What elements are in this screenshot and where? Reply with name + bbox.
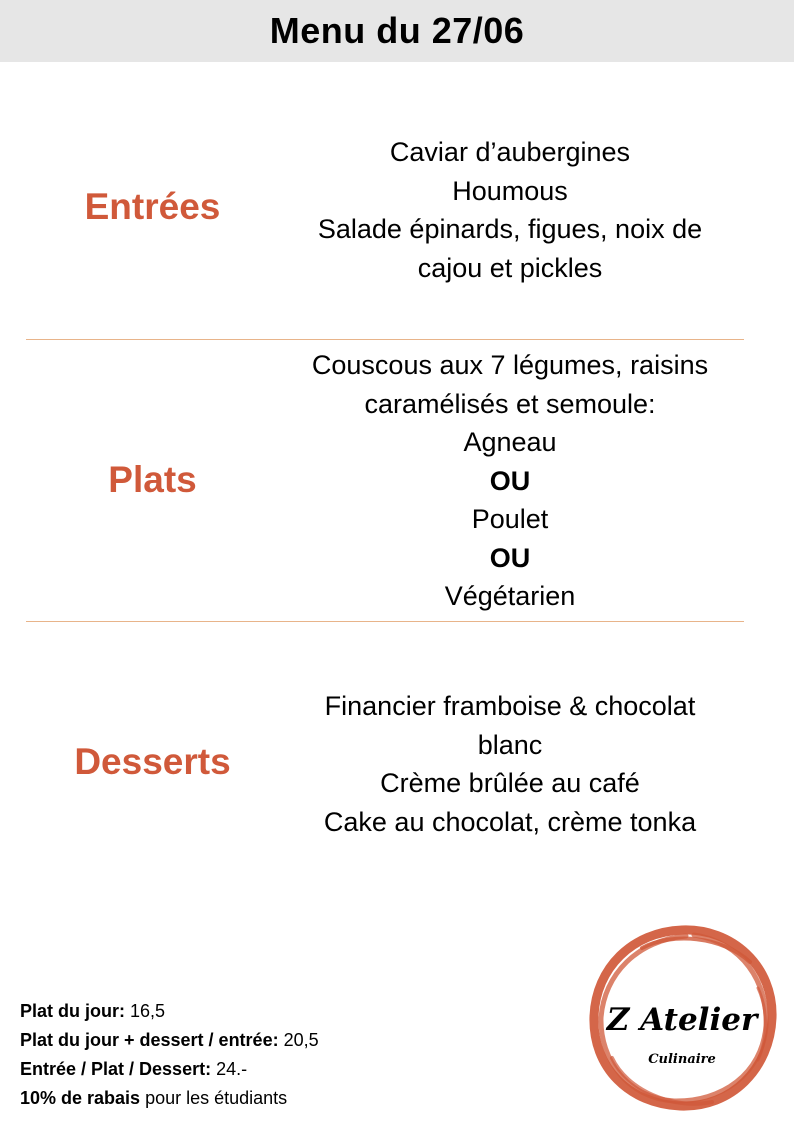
price-row — [20, 997, 319, 1026]
discount-label: 10% de rabais — [20, 1088, 141, 1108]
section-label-entrees: Entrées — [84, 186, 221, 227]
menu-item: Cake au chocolat, crème tonka — [323, 806, 697, 837]
menu-item: Financier framboise & chocolat — [324, 691, 696, 721]
price-row — [20, 1055, 319, 1084]
title-bar — [0, 0, 794, 62]
menu-item: Salade épinards, figues, noix de — [317, 214, 703, 244]
menu-item: Crème brûlée au café — [380, 768, 640, 798]
price-value: 20,5 — [278, 1030, 319, 1050]
menu-item: Végétarien — [444, 581, 576, 611]
menu-item: Poulet — [471, 504, 549, 534]
menu-item: Houmous — [452, 175, 568, 206]
logo-name-text: Z Atelier — [606, 1002, 758, 1038]
menu-item: Agneau — [463, 427, 557, 457]
logo-tagline-text: Culinaire — [648, 1052, 716, 1067]
price-row — [20, 1026, 319, 1055]
section-label-plats: Plats — [108, 459, 197, 500]
price-label: Plat du jour: — [20, 1001, 125, 1021]
price-label: Plat du jour + dessert / entrée: — [20, 1030, 279, 1050]
z-atelier-logo — [582, 918, 782, 1118]
menu-item: caramélisés et semoule: — [364, 388, 656, 419]
menu-item-or: OU — [489, 465, 531, 496]
menu-item: Couscous aux 7 légumes, raisins — [311, 350, 709, 380]
price-value: 24.- — [211, 1059, 248, 1079]
section-label-desserts: Desserts — [74, 741, 231, 782]
menu-item: cajou et pickles — [417, 252, 603, 283]
menu-item: Caviar d’aubergines — [389, 137, 631, 167]
section-divider — [26, 339, 744, 340]
section-divider — [26, 621, 744, 622]
price-label: Entrée / Plat / Dessert: — [20, 1059, 212, 1079]
price-value: 16,5 — [125, 1001, 166, 1021]
price-row — [20, 1084, 319, 1113]
section-items-entrees — [280, 133, 740, 287]
price-list — [20, 997, 319, 1113]
section-items-desserts — [280, 687, 740, 841]
discount-value: pour les étudiants — [140, 1088, 288, 1108]
page-title: Menu du 27/06 — [269, 10, 525, 51]
section-items-plats — [280, 346, 740, 616]
menu-item-or: OU — [489, 542, 531, 573]
menu-item: blanc — [477, 729, 543, 760]
